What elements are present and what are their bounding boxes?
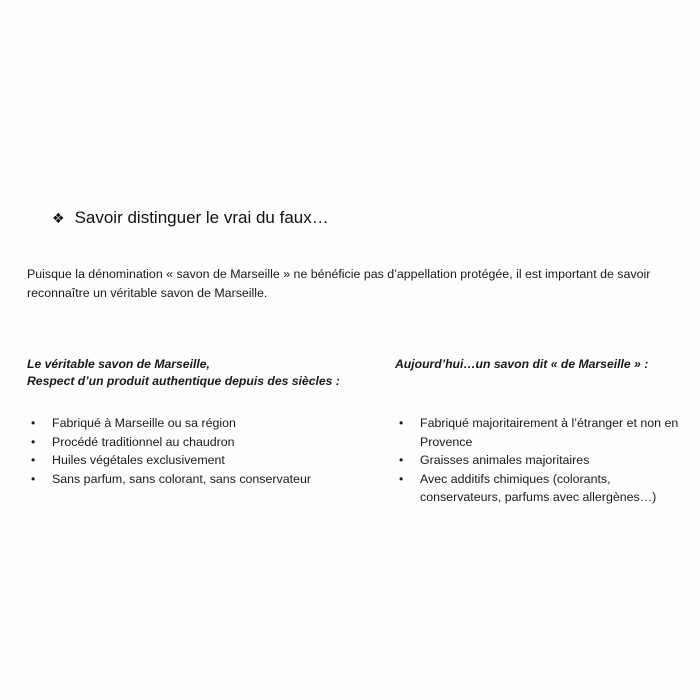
list-item-text: Fabriqué majoritairement à l’étranger et non en Provence (420, 416, 679, 449)
list-item (27, 433, 367, 452)
intro-paragraph: Puisque la dénomination « savon de Marseille » ne bénéficie pas d’appellation protégée, il est important de savoir reconnaître un véritable savon de Marseille. (27, 267, 651, 300)
authentic-soap-title-line1: Le véritable savon de Marseille, (27, 357, 210, 371)
bullet-icon: • (31, 453, 36, 467)
list-item-text: Huiles végétales exclusivement (52, 453, 225, 467)
bullet-icon: • (399, 471, 404, 486)
authentic-soap-title (27, 356, 367, 390)
list-item (395, 414, 685, 451)
list-item (27, 414, 367, 433)
bullet-icon: • (31, 416, 36, 430)
imitation-soap-list (395, 414, 685, 507)
bullet-icon: • (31, 471, 36, 486)
bullet-icon: • (31, 434, 36, 449)
bullet-icon: • (399, 453, 404, 467)
authentic-soap-list (27, 414, 367, 488)
imitation-soap-column (395, 356, 685, 507)
bullet-icon: • (399, 416, 404, 430)
list-item-text: Sans parfum, sans colorant, sans conservateur (52, 471, 311, 486)
authentic-soap-title-line2: Respect d’un produit authentique depuis des siècles : (27, 374, 340, 388)
list-item (395, 470, 685, 507)
list-item-text: Avec additifs chimiques (colorants, conservateurs, parfums avec allergènes…) (420, 471, 657, 504)
list-item (27, 451, 367, 470)
list-item (27, 470, 367, 489)
section-heading-text: Savoir distinguer le vrai du faux… (74, 208, 329, 227)
list-item (395, 451, 685, 470)
authentic-soap-column (27, 356, 367, 488)
list-item-text: Fabriqué à Marseille ou sa région (52, 416, 236, 430)
list-item-text: Procédé traditionnel au chaudron (52, 434, 235, 449)
section-heading (52, 208, 329, 228)
four-diamonds-icon: ❖ (52, 210, 65, 226)
imitation-soap-title: Aujourd’hui…un savon dit « de Marseille » : (395, 357, 649, 371)
list-item-text: Graisses animales majoritaires (420, 453, 590, 467)
